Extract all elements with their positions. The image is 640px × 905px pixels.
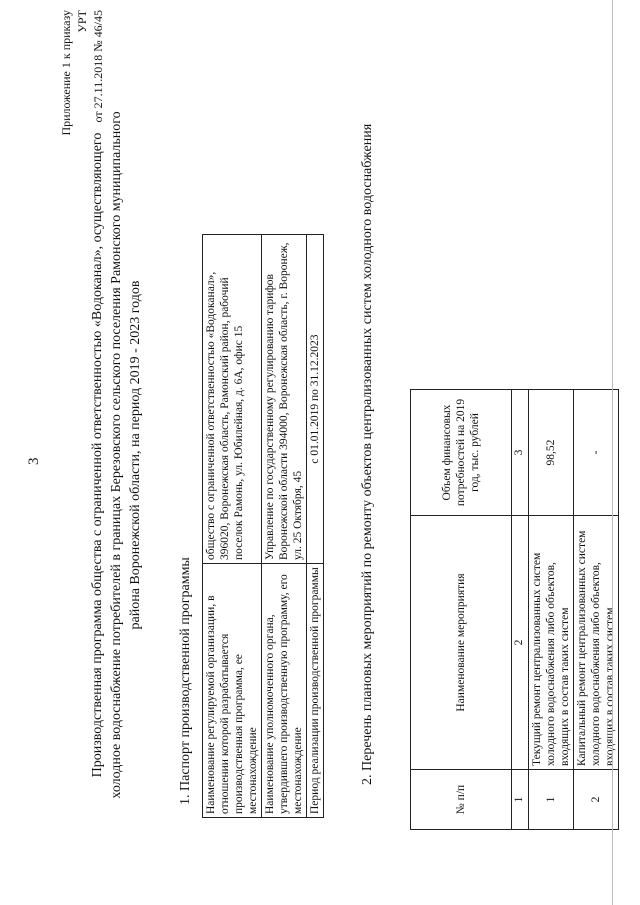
index-cell: 3 xyxy=(512,390,529,516)
planned-measures-table xyxy=(410,389,619,830)
section-1-heading: 1. Паспорт производственной программы xyxy=(178,557,193,805)
passport-table xyxy=(202,234,324,818)
row-number: 2 xyxy=(574,770,619,830)
table-index-row xyxy=(512,390,529,830)
row-amount: - xyxy=(574,390,619,516)
row-measure: Текущий ремонт централизованных систем холодного водоснабжения либо объектов, входящих в состав таких систем xyxy=(529,516,574,770)
row-number: 1 xyxy=(529,770,574,830)
passport-label: Период реализации производственной программы xyxy=(307,564,324,818)
header-measure: Наименование мероприятия xyxy=(411,516,512,770)
table-row xyxy=(262,235,307,818)
header-number: № п/п xyxy=(411,770,512,830)
title-line-2: холодное водоснабжение потребителей в границах Березовского сельского поселения Рамонского муниципального xyxy=(109,111,124,799)
passport-value: общество с ограниченной ответственностью «Водоканал», 396020, Воронежская область, Рамонский район, рабочий поселок Рамонь, ул. Юбилейная, д. 6А, офис 15 xyxy=(203,235,262,564)
table-row xyxy=(307,235,324,818)
page-edge-line xyxy=(612,0,613,905)
title-line-1: Производственная программа общества с ограниченной ответственностью «Водоканал», осуществляющего xyxy=(90,132,105,778)
appendix-line-2: от 27.11.2018 № 46/45 xyxy=(91,10,105,123)
appendix-line-1: Приложение 1 к приказу УРТ xyxy=(59,10,89,136)
passport-label: Наименование регулируемой организации, в отношении которой разрабатывается производственная программа, ее местонахождение xyxy=(203,564,262,818)
passport-value: Управление по государственному регулированию тарифов Воронежской области 394000, Воронежская область, г. Воронеж, ул. 25 Октября, 45 xyxy=(262,235,307,564)
table-header-row xyxy=(411,390,512,830)
page-number: 3 xyxy=(26,457,42,465)
header-amount: Объем финансовых потребностей на 2019 год, тыс. рублей xyxy=(411,390,512,516)
table-row xyxy=(529,390,574,830)
row-measure: Капитальный ремонт централизованных систем холодного водоснабжения либо объектов, входящих в состав таких систем xyxy=(574,516,619,770)
passport-value: с 01.01.2019 по 31.12.2023 xyxy=(307,235,324,564)
passport-label: Наименование уполномоченного органа, утвердившего производственную программу, его местонахождение xyxy=(262,564,307,818)
index-cell: 2 xyxy=(512,516,529,770)
index-cell: 1 xyxy=(512,770,529,830)
row-amount: 98,52 xyxy=(529,390,574,516)
document-title xyxy=(88,105,145,805)
table-row xyxy=(203,235,262,818)
section-2-heading: 2. Перечень плановых мероприятий по ремонту объектов централизованных систем холодного водоснабжения xyxy=(360,123,375,785)
title-line-3: района Воронежской области, на период 2019 - 2023 годов xyxy=(128,280,143,630)
